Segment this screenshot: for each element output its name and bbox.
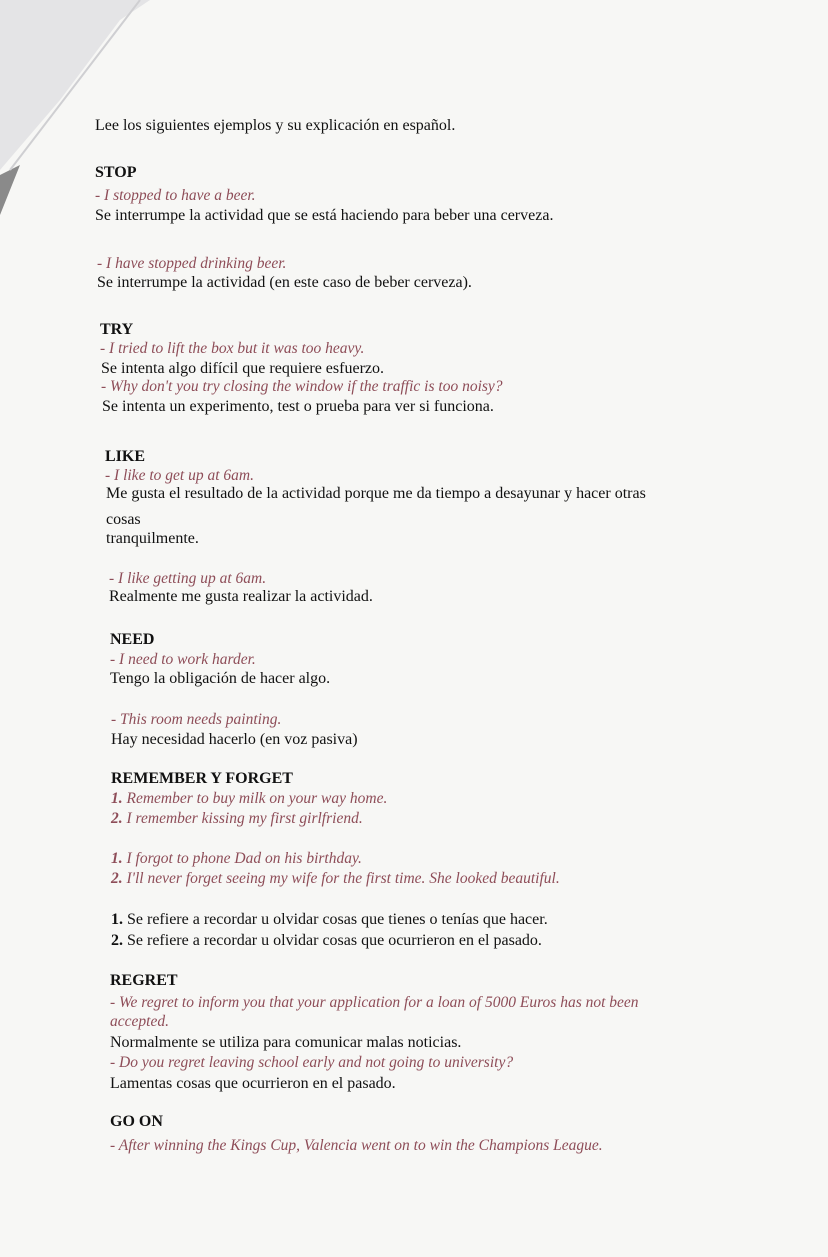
example: - Why don't you try closing the window if the traffic is too noisy?: [101, 378, 503, 395]
explanation: Me gusta el resultado de la actividad porque me da tiempo a desayunar y hacer otras: [106, 485, 646, 502]
section-title-like: LIKE: [105, 448, 146, 465]
section-title-need: NEED: [110, 631, 155, 648]
example: - I have stopped drinking beer.: [97, 255, 287, 272]
intro-text: Lee los siguientes ejemplos y su explicación en español.: [95, 117, 456, 134]
example: 1. Remember to buy milk on your way home.: [111, 790, 388, 807]
example: - I stopped to have a beer.: [95, 187, 256, 204]
explanation: Se interrumpe la actividad (en este caso de beber cerveza).: [97, 274, 472, 291]
explanation: Se intenta algo difícil que requiere esfuerzo.: [101, 360, 384, 377]
example: 2. I'll never forget seeing my wife for the first time. She looked beautiful.: [111, 870, 560, 887]
explanation: cosas: [106, 511, 141, 528]
explanation: Normalmente se utiliza para comunicar malas noticias.: [110, 1034, 462, 1051]
example: 2. I remember kissing my first girlfriend.: [111, 810, 363, 827]
example: 1. I forgot to phone Dad on his birthday.: [111, 850, 362, 867]
explanation: Tengo la obligación de hacer algo.: [110, 670, 331, 687]
example: - Do you regret leaving school early and not going to university?: [110, 1054, 514, 1071]
section-title-try: TRY: [100, 321, 134, 338]
explanation: Se intenta un experimento, test o prueba para ver si funciona.: [102, 398, 494, 415]
section-title-stop: STOP: [95, 164, 137, 181]
explanation: Lamentas cosas que ocurrieron en el pasado.: [110, 1075, 396, 1092]
example: - I need to work harder.: [110, 651, 256, 668]
section-title-go-on: GO ON: [110, 1113, 163, 1130]
example: - This room needs painting.: [111, 711, 282, 728]
example: accepted.: [110, 1013, 169, 1030]
example: - I like to get up at 6am.: [105, 467, 254, 484]
example: - I like getting up at 6am.: [109, 570, 267, 587]
explanation: 1. Se refiere a recordar u olvidar cosas que tienes o tenías que hacer.: [111, 911, 548, 928]
example: - We regret to inform you that your application for a loan of 5000 Euros has not been: [110, 994, 639, 1011]
example: - After winning the Kings Cup, Valencia went on to win the Champions League.: [110, 1137, 603, 1154]
section-title-remember-forget: REMEMBER Y FORGET: [111, 770, 293, 787]
explanation: 2. Se refiere a recordar u olvidar cosas que ocurrieron en el pasado.: [111, 932, 542, 949]
example: - I tried to lift the box but it was too heavy.: [100, 340, 365, 357]
section-title-regret: REGRET: [110, 972, 178, 989]
explanation: Realmente me gusta realizar la actividad.: [109, 588, 373, 605]
explanation: tranquilmente.: [106, 530, 199, 547]
explanation: Se interrumpe la actividad que se está haciendo para beber una cerveza.: [95, 207, 554, 224]
explanation: Hay necesidad hacerlo (en voz pasiva): [111, 731, 358, 748]
